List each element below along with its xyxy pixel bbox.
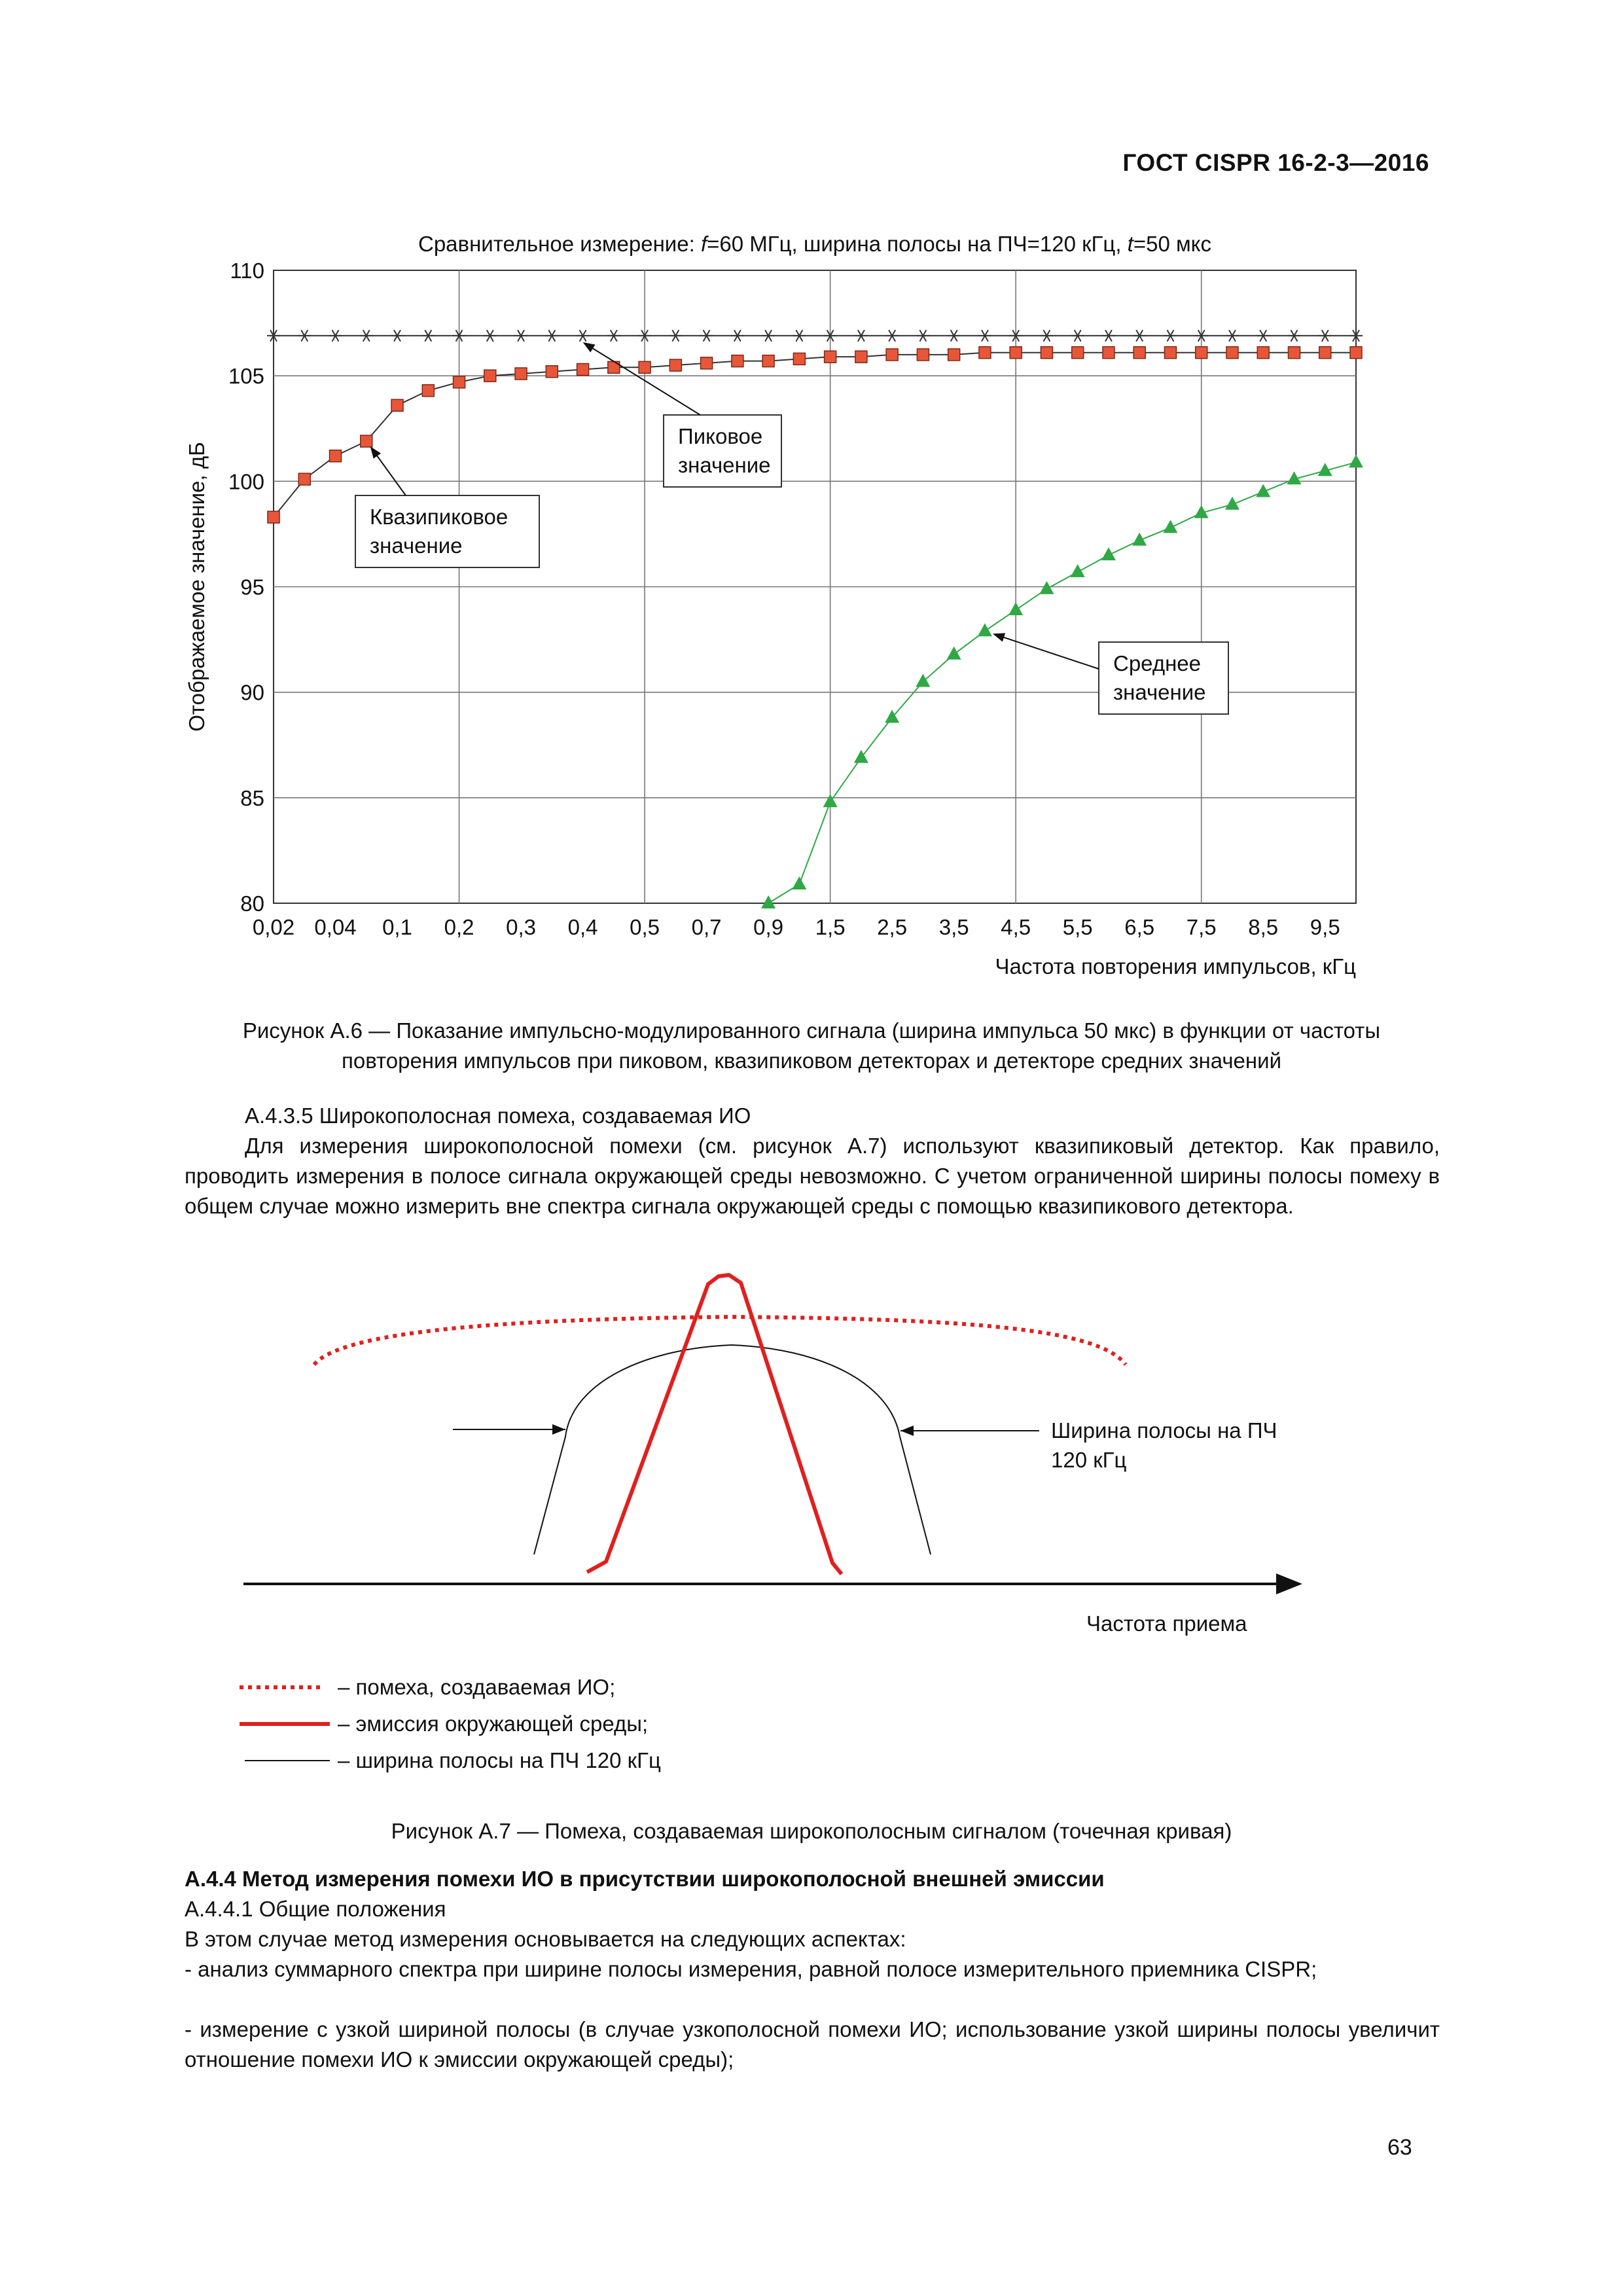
- series-line: [274, 353, 1356, 517]
- data-point-quasipeak: [515, 368, 527, 380]
- x-tick-label: 0,5: [630, 915, 660, 939]
- section-a441-heading: А.4.4.1 Общие положения: [185, 1897, 446, 1921]
- chart-title: Сравнительное измерение: f=60 МГц, ширина полосы на ПЧ=120 кГц, t=50 мкс: [418, 232, 1211, 256]
- data-point-peak: [793, 330, 806, 341]
- x-tick-label: 9,5: [1310, 915, 1340, 939]
- annotation-arrow-head: [370, 446, 381, 459]
- data-point-average: [1163, 520, 1177, 533]
- data-point-peak: [607, 330, 620, 341]
- section-a44-heading: А.4.4 Метод измерения помехи ИО в присутствии широкополосной внешней эмиссии: [185, 1867, 1105, 1891]
- data-point-average: [1039, 581, 1054, 594]
- section-a435-paragraph: Для измерения широкополосной помехи (см. рисунок А.7) используют квазипиковый детектор. Как правило, проводить измерения в полосе сигнала окружающей среды невозможно. С учетом ограниченной ширины полосы помеху в общем случае можно измерить вне спектра сигнала окружающей среды с помощью квазипикового детектора.: [185, 1134, 1440, 1218]
- data-point-peak: [916, 330, 929, 341]
- data-point-peak: [391, 330, 404, 341]
- data-point-quasipeak: [1350, 347, 1362, 359]
- data-point-quasipeak: [298, 473, 310, 485]
- data-point-quasipeak: [454, 376, 465, 388]
- data-point-average: [978, 623, 992, 636]
- data-point-average: [1008, 602, 1023, 615]
- data-point-peak: [1319, 330, 1332, 341]
- x-tick-label: 0,04: [314, 915, 357, 939]
- y-tick-label: 85: [240, 785, 264, 810]
- annotation-arrow: [995, 634, 1099, 669]
- data-point-quasipeak: [1257, 347, 1269, 359]
- data-point-peak: [731, 330, 744, 341]
- data-point-peak: [360, 330, 373, 341]
- annotation-text: значение: [1113, 680, 1206, 704]
- y-axis-label: Отображаемое значение, дБ: [185, 442, 209, 732]
- data-point-average: [761, 895, 776, 908]
- annotation-text: Среднее: [1113, 651, 1201, 675]
- data-point-quasipeak: [484, 370, 496, 382]
- data-point-quasipeak: [1041, 347, 1052, 359]
- data-point-quasipeak: [1133, 347, 1145, 359]
- section-a435-heading: А.4.3.5 Широкополосная помеха, создаваемая ИО: [245, 1103, 751, 1128]
- annotation-text: значение: [370, 533, 463, 558]
- data-point-quasipeak: [1226, 347, 1238, 359]
- legend-ambient-emission: – эмиссия окружающей среды;: [338, 1712, 649, 1736]
- annotation-arrow-head: [993, 633, 1005, 641]
- x-tick-label: 0,9: [753, 915, 784, 939]
- data-point-peak: [700, 330, 713, 341]
- data-point-quasipeak: [979, 347, 991, 359]
- data-point-peak: [484, 330, 497, 341]
- data-point-quasipeak: [330, 450, 342, 462]
- bandwidth-label-line1: Ширина полосы на ПЧ: [1051, 1418, 1277, 1443]
- data-point-average: [1132, 533, 1147, 546]
- data-point-peak: [1133, 330, 1146, 341]
- y-tick-label: 95: [240, 575, 264, 600]
- x-tick-label: 2,5: [877, 915, 908, 939]
- figure-a7-diagram: [0, 1244, 1623, 1780]
- data-point-peak: [1226, 330, 1239, 341]
- x-tick-label: 7,5: [1186, 915, 1217, 939]
- data-point-average: [1256, 484, 1270, 497]
- data-point-average: [1225, 497, 1240, 510]
- x-tick-label: 6,5: [1124, 915, 1155, 939]
- legend-if-bandwidth: – ширина полосы на ПЧ 120 кГц: [338, 1748, 661, 1772]
- legend-dut-interference: – помеха, создаваемая ИО;: [338, 1675, 616, 1699]
- data-point-peak: [329, 330, 342, 341]
- x-tick-label: 3,5: [938, 915, 969, 939]
- data-point-peak: [1164, 330, 1177, 341]
- x-tick-label: 0,1: [382, 915, 412, 939]
- data-point-quasipeak: [917, 349, 929, 361]
- data-point-quasipeak: [948, 349, 960, 361]
- data-point-quasipeak: [669, 359, 681, 371]
- section-a44-item2: - измерение с узкой шириной полосы (в случае узкополосной помехи ИО; использование узкой ширины полосы увеличит отношение помехи ИО к эмиссии окружающей среды);: [185, 2017, 1440, 2072]
- data-point-average: [1071, 564, 1085, 577]
- annotation-arrow: [585, 344, 700, 415]
- y-tick-label: 110: [230, 259, 264, 283]
- data-point-quasipeak: [886, 349, 898, 361]
- data-point-peak: [1257, 330, 1270, 341]
- annotation-text: Пиковое: [678, 424, 763, 448]
- dut-interference-curve: [314, 1317, 1126, 1365]
- page-number: 63: [1387, 2135, 1412, 2160]
- data-point-quasipeak: [793, 353, 805, 365]
- data-point-average: [1349, 454, 1363, 467]
- data-point-quasipeak: [422, 385, 434, 397]
- figure-a6-chart: [0, 0, 1623, 1008]
- data-point-quasipeak: [825, 351, 836, 363]
- figure-a6-caption-line1: Рисунок А.6 — Показание импульсно-модулированного сигнала (ширина импульса 50 мкс) в функции от частоты: [242, 1018, 1381, 1043]
- x-tick-label: 0,2: [444, 915, 474, 939]
- figure-a7-caption: Рисунок А.7 — Помеха, создаваемая широкополосным сигналом (точечная кривая): [391, 1819, 1232, 1843]
- data-point-peak: [421, 330, 435, 341]
- frequency-axis-arrow: [1276, 1573, 1302, 1594]
- data-point-quasipeak: [577, 363, 589, 375]
- annotation-arrow-head: [583, 342, 596, 352]
- y-tick-label: 90: [240, 680, 264, 705]
- data-point-peak: [298, 330, 311, 341]
- x-tick-label: 5,5: [1062, 915, 1093, 939]
- data-point-quasipeak: [1288, 347, 1300, 359]
- data-point-peak: [855, 330, 868, 341]
- if-bandwidth-curve: [534, 1345, 931, 1554]
- x-tick-label: 1,5: [815, 915, 846, 939]
- data-point-quasipeak: [639, 361, 651, 373]
- y-tick-label: 100: [228, 469, 264, 494]
- section-a44-item1: - анализ суммарного спектра при ширине полосы измерения, равной полосе измерительного приемника CISPR;: [185, 1957, 1317, 1981]
- x-tick-label: 0,7: [691, 915, 722, 939]
- figure-a6-caption-line2: повторения импульсов при пиковом, квазипиковом детекторах и детекторе средних значений: [341, 1049, 1282, 1073]
- annotation-text: значение: [678, 453, 771, 477]
- data-point-peak: [762, 330, 775, 341]
- data-point-average: [916, 674, 930, 687]
- section-a44-intro: В этом случае метод измерения основывается на следующих аспектах:: [185, 1927, 906, 1951]
- data-point-average: [792, 876, 806, 889]
- data-point-quasipeak: [1319, 347, 1331, 359]
- data-point-peak: [978, 330, 991, 341]
- data-point-quasipeak: [701, 357, 713, 369]
- bandwidth-label-line2: 120 кГц: [1051, 1448, 1127, 1472]
- data-point-quasipeak: [391, 399, 403, 411]
- x-tick-label: 0,4: [567, 915, 598, 939]
- x-tick-label: 0,3: [506, 915, 536, 939]
- data-point-peak: [1102, 330, 1115, 341]
- data-point-quasipeak: [268, 511, 279, 523]
- x-tick-label: 4,5: [1001, 915, 1031, 939]
- data-point-quasipeak: [732, 355, 743, 367]
- data-point-peak: [1040, 330, 1053, 341]
- annotation-text: Квазипиковое: [370, 505, 508, 529]
- data-point-peak: [1071, 330, 1084, 341]
- data-point-quasipeak: [361, 435, 372, 447]
- y-tick-label: 105: [228, 364, 264, 389]
- series-line: [768, 462, 1356, 903]
- data-point-quasipeak: [546, 366, 558, 378]
- data-point-peak: [948, 330, 961, 341]
- x-tick-label: 8,5: [1248, 915, 1279, 939]
- data-point-quasipeak: [1164, 347, 1176, 359]
- data-point-quasipeak: [1196, 347, 1207, 359]
- y-tick-label: 80: [240, 891, 264, 916]
- data-point-peak: [514, 330, 527, 341]
- data-point-quasipeak: [1072, 347, 1084, 359]
- data-point-quasipeak: [855, 351, 867, 363]
- data-point-peak: [1287, 330, 1300, 341]
- data-point-average: [823, 794, 838, 807]
- data-point-peak: [885, 330, 899, 341]
- data-point-peak: [577, 330, 590, 341]
- document-header: ГОСТ CISPR 16-2-3—2016: [1122, 149, 1429, 176]
- data-point-quasipeak: [1103, 347, 1115, 359]
- data-point-average: [947, 647, 961, 660]
- data-point-average: [1101, 547, 1116, 560]
- x-axis-label: Частота повторения импульсов, кГц: [995, 954, 1356, 978]
- data-point-peak: [669, 330, 682, 341]
- data-point-quasipeak: [762, 355, 774, 367]
- frequency-axis-label: Частота приема: [1086, 1611, 1247, 1636]
- data-point-peak: [545, 330, 558, 341]
- data-point-quasipeak: [1010, 347, 1022, 359]
- x-tick-label: 0,02: [252, 915, 295, 939]
